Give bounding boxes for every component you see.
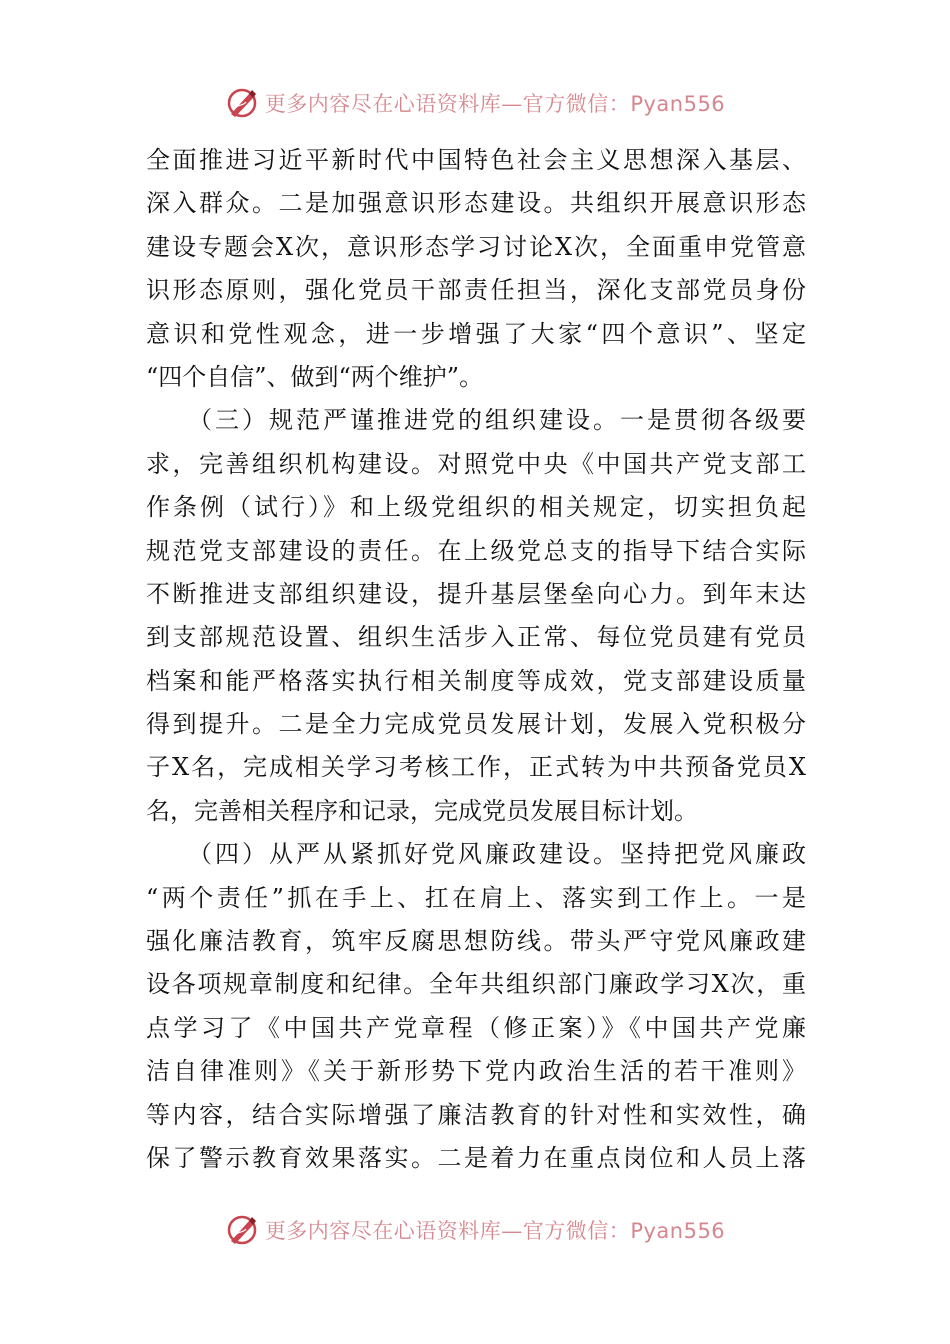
text-line: 设各项规章制度和纪律。全年共组织部门廉政学习X次，重 <box>146 970 806 999</box>
text-line: 等内容，结合实际增强了廉洁教育的针对性和实效性，确 <box>146 1100 806 1129</box>
text-line: 洁自律准则》《关于新形势下党内政治生活的若干准则》 <box>146 1057 806 1086</box>
header-watermark <box>0 83 950 123</box>
text-line: 作条例（试行）》和上级党组织的相关规定，切实担负起 <box>146 493 806 522</box>
text-line: 建设专题会X次，意识形态学习讨论X次，全面重申党管意 <box>146 232 806 261</box>
text-line: 点学习了《中国共产党章程（修正案）》《中国共产党廉 <box>146 1013 806 1042</box>
text-line: 强化廉洁教育，筑牢反腐思想防线。带头严守党风廉政建 <box>146 927 806 956</box>
text-line: “四个自信”、做到“两个维护”。 <box>146 362 484 391</box>
text-line: 意识和党性观念，进一步增强了大家“四个意识”、坚定 <box>146 319 806 348</box>
text-line: 档案和能严格落实执行相关制度等成效，党支部建设质量 <box>146 666 806 695</box>
watermark-text: 更多内容尽在心语资料库—官方微信：Pyan556 <box>264 92 726 116</box>
watermark-wechat-id: Pyan556 <box>630 1219 726 1243</box>
watermark-text: 更多内容尽在心语资料库—官方微信：Pyan556 <box>264 1219 726 1243</box>
watermark-wechat-id: Pyan556 <box>630 92 726 116</box>
text-line: 名，完善相关程序和记录，完成党员发展目标计划。 <box>146 796 698 825</box>
footer-watermark <box>0 1210 950 1250</box>
text-line: 得到提升。二是全力完成党员发展计划，发展入党积极分 <box>146 710 806 739</box>
pen-logo-icon <box>225 86 259 120</box>
document-body <box>146 139 806 1180</box>
text-line: 识形态原则，强化党员干部责任担当，深化支部党员身份 <box>146 276 806 305</box>
text-line: 求，完善组织机构建设。对照党中央《中国共产党支部工 <box>146 449 806 478</box>
text-line: 全面推进习近平新时代中国特色社会主义思想深入基层、 <box>146 146 806 174</box>
text-line: （三）规范严谨推进党的组织建设。一是贯彻各级要 <box>146 406 806 435</box>
text-line: 保了警示教育效果落实。二是着力在重点岗位和人员上落 <box>146 1143 806 1172</box>
text-line: （四）从严从紧抓好党风廉政建设。坚持把党风廉政 <box>146 840 806 869</box>
text-line: 规范党支部建设的责任。在上级党总支的指导下结合实际 <box>146 536 806 565</box>
text-line: “两个责任”抓在手上、扛在肩上、落实到工作上。一是 <box>146 883 806 912</box>
text-line: 不断推进支部组织建设，提升基层堡垒向心力。到年末达 <box>146 579 806 608</box>
pen-logo-icon <box>225 1213 259 1247</box>
text-line: 深入群众。二是加强意识形态建设。共组织开展意识形态 <box>146 189 806 218</box>
text-line: 到支部规范设置、组织生活步入正常、每位党员建有党员 <box>146 623 806 652</box>
text-line: 子X名，完成相关学习考核工作，正式转为中共预备党员X <box>146 753 806 782</box>
